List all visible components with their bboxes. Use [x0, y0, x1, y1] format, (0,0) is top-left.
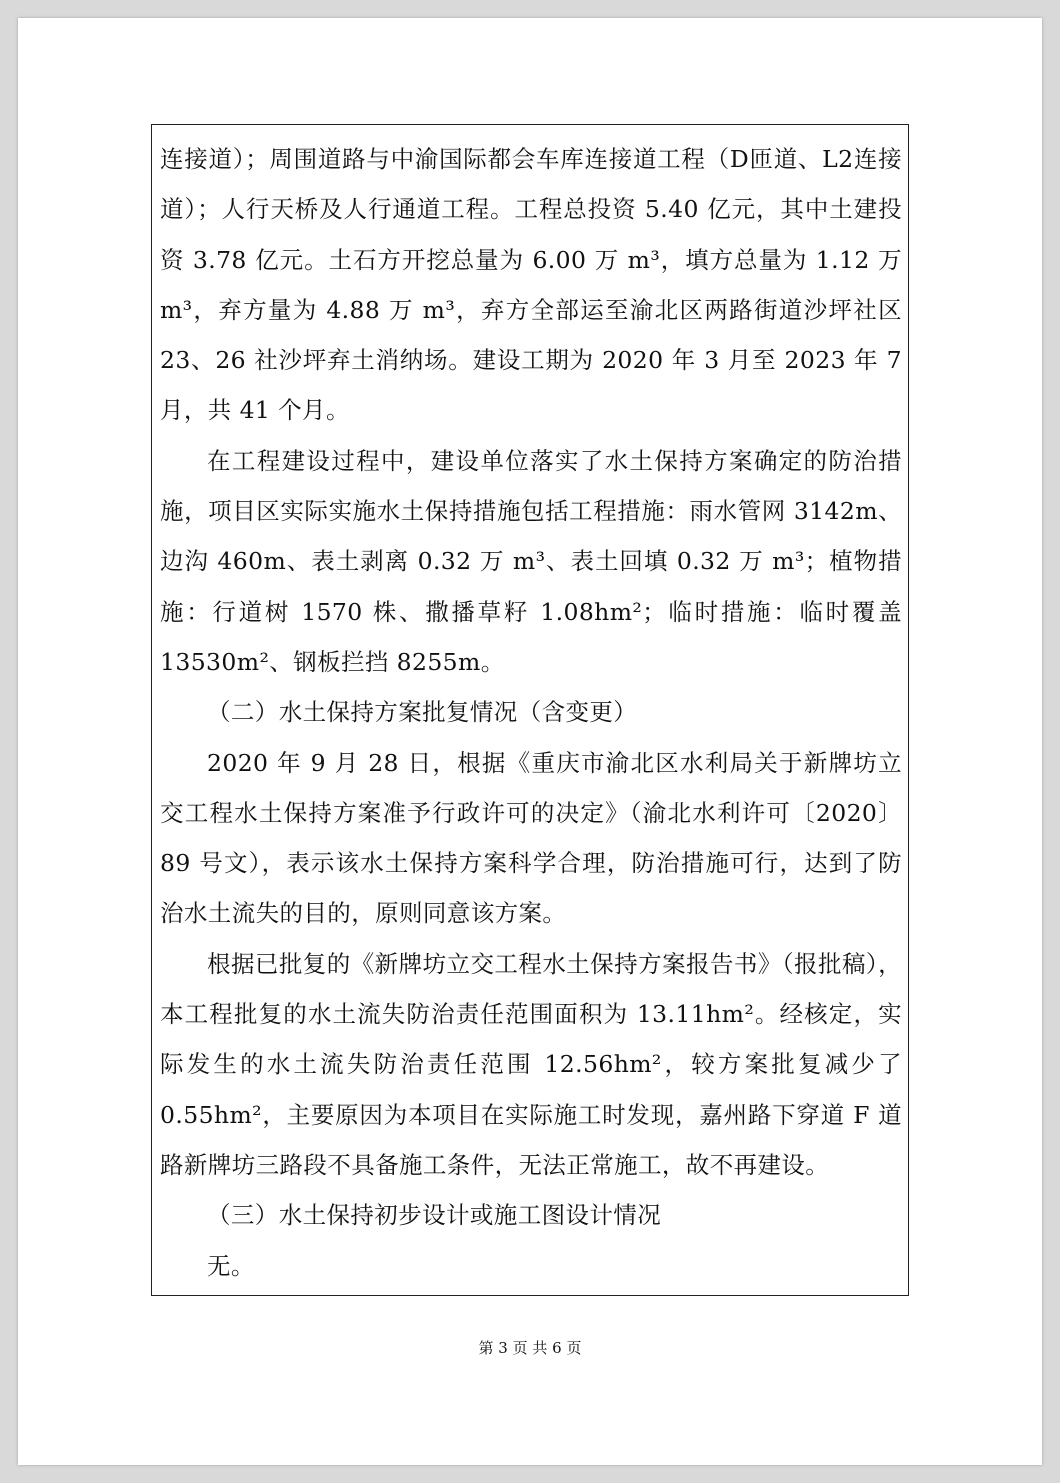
- section-heading-design: （三）水土保持初步设计或施工图设计情况: [207, 1201, 662, 1230]
- document-body: [160, 134, 902, 1291]
- paragraph-responsibility-scope: 根据已批复的《新牌坊立交工程水土保持方案报告书》（报批稿），本工程批复的水土流失防治责任范围面积为 13.11hm²。经核定，实际发生的水土流失防治责任范围 12.56hm²，较方案批复减少了 0.55hm²，主要原因为本项目在实际施工时发现，嘉州路下穿道 F 道路新牌坊三路段不具备施工条件，无法正常施工，故不再建设。: [160, 949, 902, 1179]
- page-number: 第 3 页 共 6 页: [478, 1339, 582, 1357]
- paragraph-approval-decision: 2020 年 9 月 28 日，根据《重庆市渝北区水利局关于新牌坊立交工程水土保持方案准予行政许可的决定》（渝北水利许可〔2020〕89 号文），表示该水土保持方案科学合理，防治措施可行，达到了防治水土流失的目的，原则同意该方案。: [160, 748, 902, 928]
- section-heading-approval: （二）水土保持方案批复情况（含变更）: [207, 698, 638, 727]
- paragraph-project-summary: 连接道）；周围道路与中渝国际都会车库连接道工程（D匝道、L2连接道）；人行天桥及人行通道工程。工程总投资 5.40 亿元，其中土建投资 3.78 亿元。土石方开挖总量为 6.00 万 m³，填方总量为 1.12 万 m³，弃方量为 4.88 万 m³，弃方全部运至渝北区两路街道沙坪社区 23、26 社沙坪弃土消纳场。建设工期为 2020 年 3 月至 2023 年 7 月，共 41 个月。: [160, 145, 902, 425]
- paragraph-design-none: 无。: [207, 1251, 255, 1280]
- paragraph-measures: 在工程建设过程中，建设单位落实了水土保持方案确定的防治措施，项目区实际实施水土保持措施包括工程措施：雨水管网 3142m、边沟 460m、表土剥离 0.32 万 m³、表土回填 0.32 万 m³；植物措施：行道树 1570 株、撒播草籽 1.08hm²；临时措施：临时覆盖 13530m²、钢板拦挡 8255m。: [160, 446, 902, 676]
